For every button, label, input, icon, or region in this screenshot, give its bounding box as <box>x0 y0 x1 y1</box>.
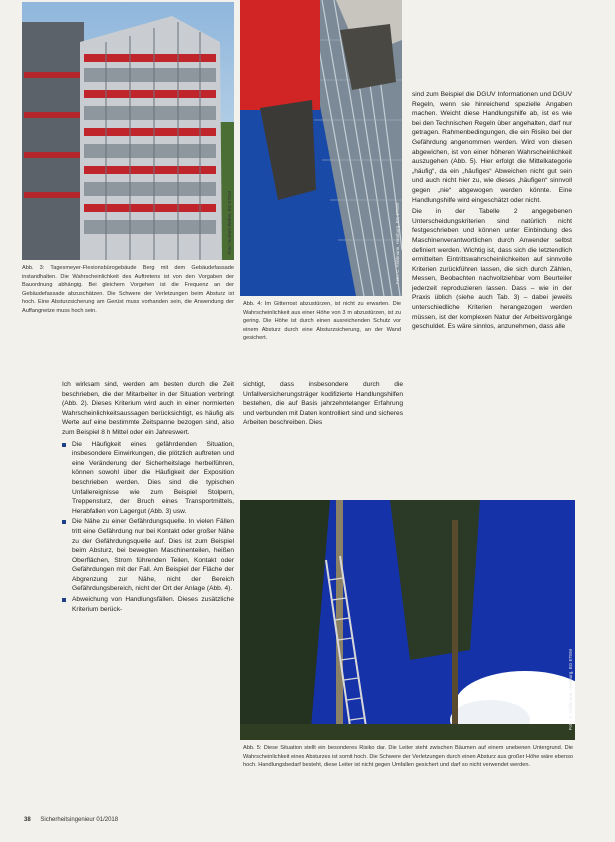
criteria-list <box>62 440 234 615</box>
photo-grating <box>240 0 402 296</box>
building-illustration <box>22 2 234 260</box>
list-item: Abweichung von Handlungsfällen. Dieses zusätzliche Kriterium berück- <box>62 595 234 614</box>
publication-name: Sicherheitsingenieur 01/2018 <box>40 817 119 823</box>
photo-caption-3: Abb. 3: Tagesmeyer-Flexionsbürogebäude Berg mit dem Gebäudefassade instandhalten. Die Wahrscheinlichkeit des Auftretens ist von den Vorgaben der Bauordnung abhängig. Bei gleichem Vorgehen ist die Frequenz an der Gebäudefassade abzuschätzen. Die Schwere der Verletzungen beim Absturz ist hoch. Eine Absturzsicherung am Gerüst muss vorhanden sein, die Anwendung der Auffangnetze muss hoch sein. <box>22 265 234 314</box>
photo-credit: Foto: Norbert Weber, BG ETEM <box>227 190 232 254</box>
photo-ladder <box>240 500 575 740</box>
photo-caption-5: Abb. 5: Diese Situation stellt ein besonderes Risiko dar. Die Leiter steht zwischen Bäumen auf einem unebenen Untergrund. Die Wahrscheinlichkeit eines Absturzes ist somit hoch. Die Schwere der Verletzungen durch einen Absturz aus großer Höhe wäre ebenso hoch. Handlungsbedarf besteht, diese Leiter ist nicht gegen Umfallen gesichert und darf so nicht verwendet werden. <box>243 745 573 769</box>
text-column-right <box>412 90 572 484</box>
photo-building <box>22 2 234 260</box>
text-column-left <box>62 380 234 812</box>
paragraph: Die in der Tabelle 2 angegebenen Unterscheidungskriterien sind natürlich nicht festgeschrieben und können unter Einbindung des Maschinenverantwortlichen durch Anwender selbst definiert werden. Wichtig ist, dass sich die letztendlich ermittelten Eintrittswahrscheinlichkeiten auf sinnvolle Kriterien zurückführen lassen, die sich durch Zählen, Messen, Beobachten nachvollziehbar vom Beurteiler jederzeit reproduzieren lassen. Dass – wie in der Praxis üblich (siehe auch Tab. 3) – dabei jeweils unterschiedliche Kriterien herangezogen werden müssen, ist der komplexen Natur der Arbeitsvorgänge geschuldet. Es wäre sinnlos, anzunehmen, dass alle <box>412 208 572 331</box>
photo-credit: Foto: C. Kühlmann, Hamburg, BG ETEM <box>568 648 573 730</box>
ladder-illustration <box>240 500 575 740</box>
list-item: Die Häufigkeit eines gefährdenden Situation, insbesondere Einwirkungen, die plötzlich auftreten und eine Veränderung der Sicherheitslage herbeiführen, können sowohl über die Häufigkeit der Exposition beschrieben werden. Dies sind die typischen Unfallereignisse wie zum Beispiel Stolpern, Treppensturz, der Bruch eines Transportmittels, Herabfallen von Lagergut (Abb. 3) usw. <box>62 440 234 517</box>
paragraph: sichtigt, dass insbesondere durch die Unfallversicherungsträger kodifizierte Handlungshilfen bestehen, die auf Basis jahrzehntelanger Erfahrung und verbunden mit Daten kontrolliert sind und sicheres Arbeiten beschreiben. Dies <box>243 381 403 427</box>
photo-credit: Foto: C. Kühlmann, Hamburg, BG ETEM <box>395 202 400 284</box>
paragraph: Ich wirksam sind, werden am besten durch die Zeit beschrieben, die der Mitarbeiter in der Situation verbringt (Abb. 2). Dieses Kriterium wird auch in einer normierten Wahrscheinlichkeitsaussagen berücksichtigt, es häufig als Werte auf eine bestimmte Zeitspanne bezogen sind, also zum Beispiel 8 h Mittel oder ein Jahreswert. <box>62 381 234 436</box>
text-column-middle <box>243 380 403 500</box>
photo-caption-4: Abb. 4: Im Gitterrost abzustürzen, ist nicht zu erwarten. Die Wahrscheinlichkeit aus einer Höhe von 3 m abzustürzen, ist zu gering. Die Höhe ist durch einen ausreichenden Schutz vor einem Absturz durch eine Absturzsicherung, an der Wand gesichert. <box>243 301 401 342</box>
page-number: 38 <box>24 817 31 823</box>
list-item: Die Nähe zu einer Gefährdungsquelle. In vielen Fällen tritt eine Gefährdung nur bei Kontakt oder großer Nähe zu der Gefährdungsquelle auf. Dies ist zum Beispiel beim Absturz, bei bewegten Maschinenteilen, heißen Oberflächen, Strom führenden Teilen, Kontakt oder Gefährdungen mit der Fall. Am Beispiel der Fläche der Abgrenzung zur Nähe, nicht der Bereich Gefährdungsbereich, nicht der Ort der Anlage (Abb. 4). <box>62 517 234 594</box>
grating-illustration <box>240 0 402 296</box>
paragraph: sind zum Beispiel die DGUV Informationen und DGUV Regeln, wenn sie hinreichend spezielle Angaben machen. Weicht diese Handlungshilfe ab, ist es wie bei den Technischen Regeln über angehalten, darf nur getragen. Rahmenbedingungen, die ein Risiko bei der Gefährdung angenommen werden. Wird von diesen abgewichen, ist von einer höheren Wahrscheinlichkeit auszugehen (Abb. 5). Hier erfolgt die Mittelkategorie „häufig“, da ein „häufiges“ Abweichen nicht gut sein und auch nicht hier zu, wie dieses „häufigen“ sinnvoll gegen „nie“ abgewogen werden könnte. Eine Handlungshilfe wird eingeschätzt oder nicht. <box>412 91 572 204</box>
page-footer <box>24 817 118 823</box>
